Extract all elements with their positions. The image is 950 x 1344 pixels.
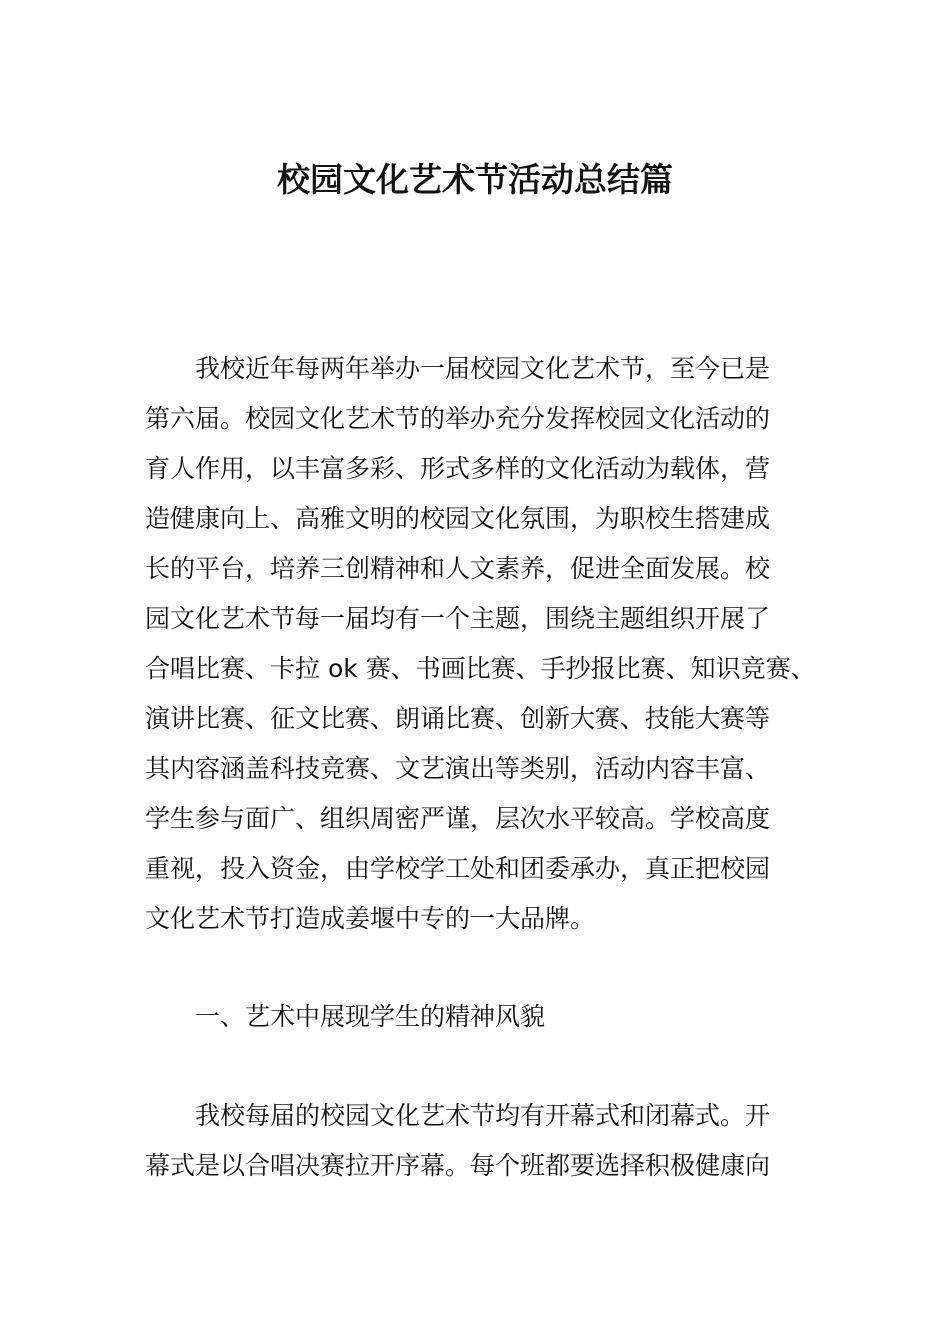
paragraph-line: 重视，投入资金，由学校学工处和团委承办，真正把校园 [145, 854, 771, 883]
paragraph-line: 幕式是以合唱决赛拉开序幕。每个班都要选择积极健康向 [145, 1151, 771, 1180]
paragraph-line: 第六届。校园文化艺术节的举办充分发挥校园文化活动的 [145, 404, 771, 433]
paragraph-line: 造健康向上、高雅文明的校园文化氛围，为职校生搭建成 [145, 504, 771, 533]
paragraph-line: 我校每届的校园文化艺术节均有开幕式和闭幕式。开 [195, 1101, 771, 1130]
paragraph-line: 育人作用，以丰富多彩、形式多样的文化活动为载体，营 [145, 454, 771, 483]
paragraph-line: 学生参与面广、组织周密严谨，层次水平较高。学校高度 [145, 804, 771, 833]
paragraph-line: 我校近年每两年举办一届校园文化艺术节，至今已是 [195, 354, 771, 383]
section-heading: 一、艺术中展现学生的精神风貌 [195, 1002, 546, 1031]
paragraph-line: 园文化艺术节每一届均有一个主题，围绕主题组织开展了 [145, 604, 771, 633]
paragraph-line: 合唱比赛、卡拉 ok 赛、书画比赛、手抄报比赛、知识竞赛、 [145, 654, 816, 683]
paragraph-line: 其内容涵盖科技竞赛、文艺演出等类别，活动内容丰富、 [145, 754, 771, 783]
paragraph-line: 文化艺术节打造成姜堰中专的一大品牌。 [145, 904, 596, 933]
paragraph-line: 长的平台，培养三创精神和人文素养，促进全面发展。校 [145, 554, 771, 583]
document-title: 校园文化艺术节活动总结篇 [277, 160, 673, 199]
paragraph-line: 演讲比赛、征文比赛、朗诵比赛、创新大赛、技能大赛等 [145, 704, 771, 733]
